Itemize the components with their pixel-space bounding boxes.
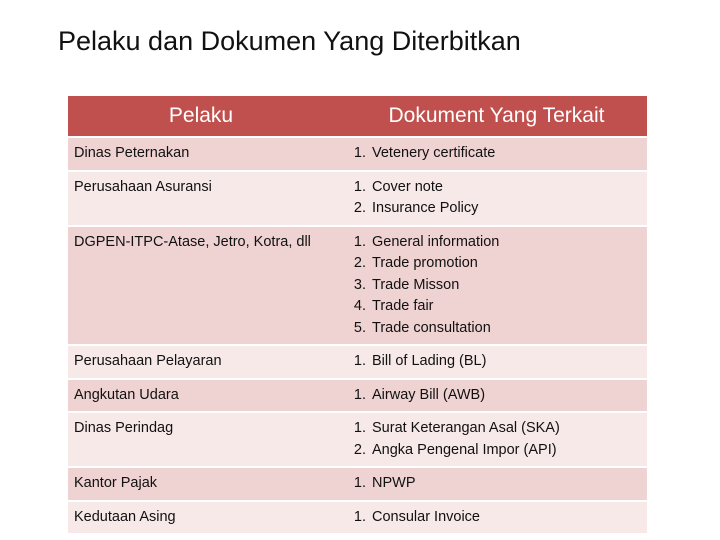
documents-list [342,143,641,165]
documents-cell [334,413,647,468]
documents-list [342,351,641,373]
table-row [68,227,647,347]
documents-list [342,507,641,529]
actor-cell: Perusahaan Pelayaran [68,346,334,380]
table-row [68,172,647,227]
table-row [68,502,647,536]
document-item: 1. Surat Keterangan Asal (SKA) [370,418,641,440]
documents-list [342,473,641,495]
actor-cell: Perusahaan Asuransi [68,172,334,227]
document-item: 1. NPWP [370,473,641,495]
document-item: 1. Cover note [370,177,641,199]
actor-cell: Dinas Perindag [68,413,334,468]
actor-cell: Kantor Pajak [68,468,334,502]
table-row [68,138,647,172]
document-item: 1. Airway Bill (AWB) [370,385,641,407]
document-item: 2. Trade promotion [370,253,641,275]
table-row [68,413,647,468]
documents-cell [334,227,647,347]
table-row [68,346,647,380]
documents-cell [334,346,647,380]
document-item: 2. Angka Pengenal Impor (API) [370,440,641,462]
table-header-row [68,96,647,138]
actor-cell: Dinas Peternakan [68,138,334,172]
documents-list [342,418,641,461]
documents-cell [334,380,647,414]
documents-list [342,232,641,340]
table-row [68,468,647,502]
documents-cell [334,172,647,227]
page-title: Pelaku dan Dokumen Yang Diterbitkan [58,26,521,56]
table-row [68,380,647,414]
document-item: 5. Trade consultation [370,318,641,340]
documents-table [68,96,647,535]
actor-cell: Angkutan Udara [68,380,334,414]
document-item: 1. Bill of Lading (BL) [370,351,641,373]
documents-cell [334,468,647,502]
document-item: 1. Vetenery certificate [370,143,641,165]
document-item: 1. Consular Invoice [370,507,641,529]
document-item: 4. Trade fair [370,296,641,318]
documents-cell [334,502,647,536]
documents-cell [334,138,647,172]
documents-list [342,177,641,220]
document-item: 2. Insurance Policy [370,198,641,220]
actor-cell: DGPEN-ITPC-Atase, Jetro, Kotra, dll [68,227,334,347]
table-body [68,138,647,535]
actor-cell: Kedutaan Asing [68,502,334,536]
document-item: 3. Trade Misson [370,275,641,297]
document-item: 1. General information [370,232,641,254]
column-header-documents: Dokument Yang Terkait [334,96,647,138]
column-header-actor: Pelaku [68,96,334,138]
documents-list [342,385,641,407]
